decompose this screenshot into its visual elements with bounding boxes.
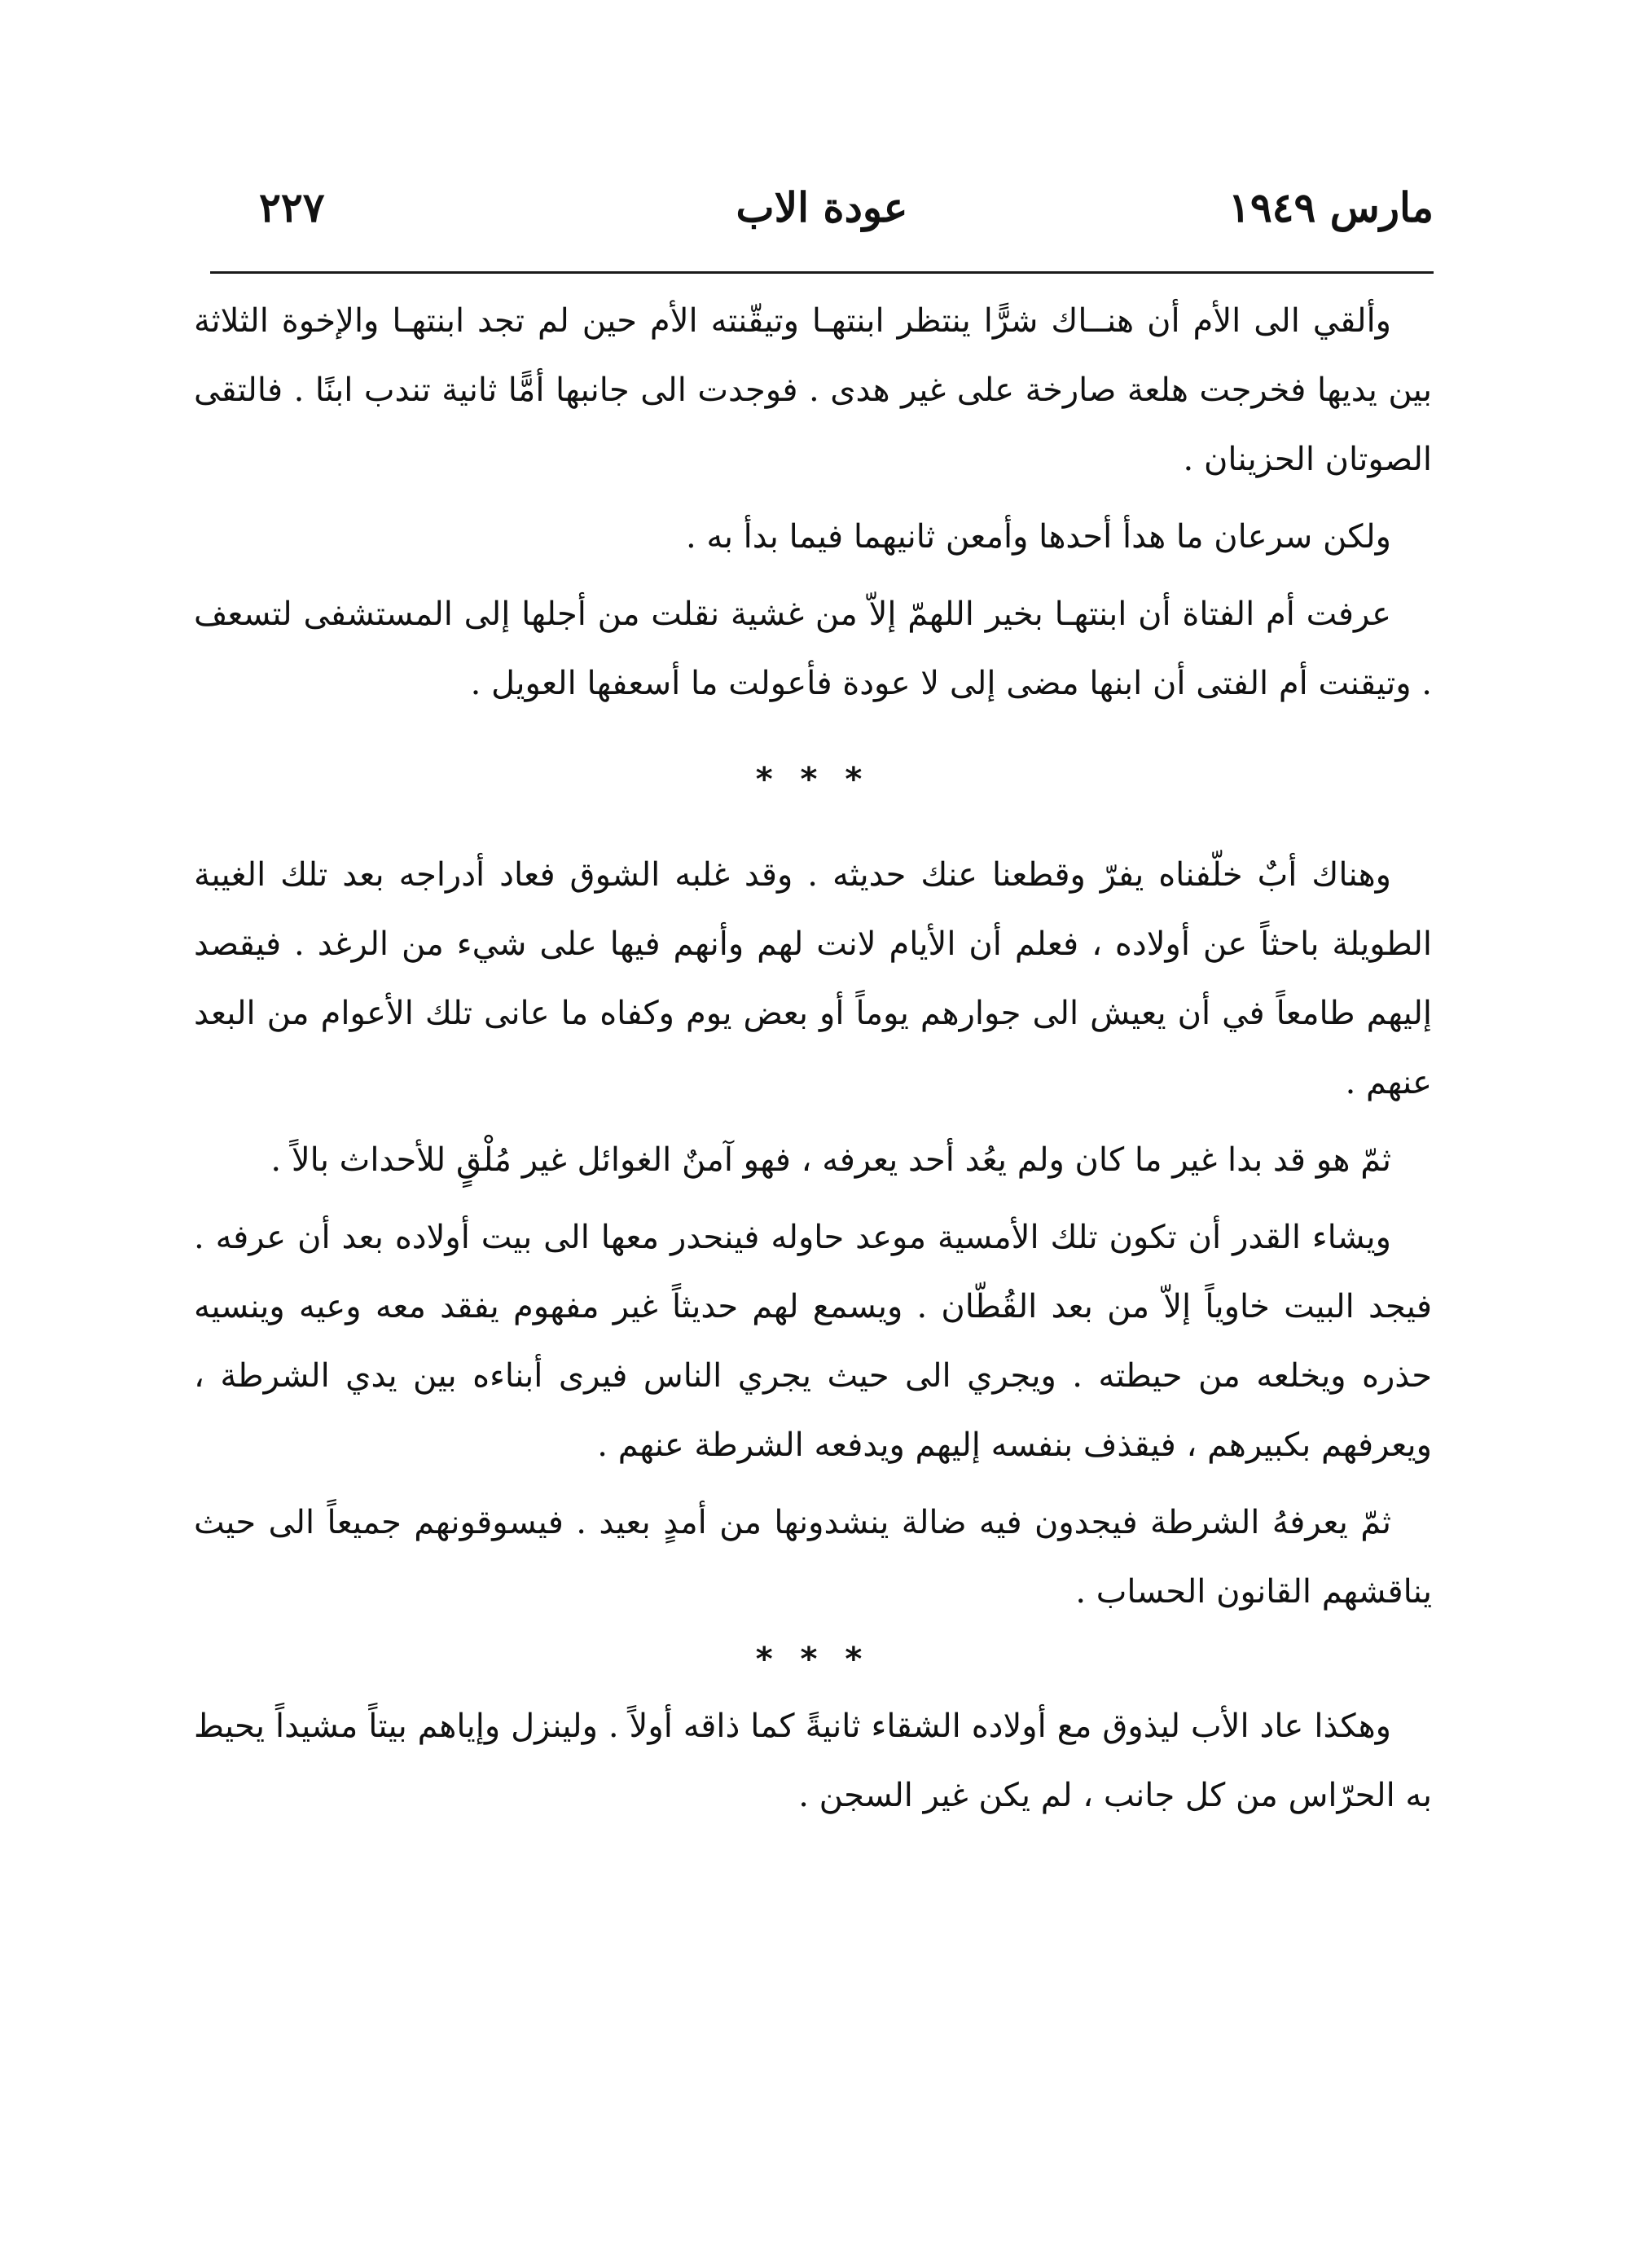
running-head xyxy=(210,171,1434,244)
paragraph: وهناك أبٌ خلّفناه يفرّ وقطعنا عنك حديثه . وقد غلبه الشوق فعاد أدراجه بعد تلك الغيبة الطويلة باحثاً عن أولاده ، فعلم أن الأيام لانت لهم وأنهم فيها على شيء من الرغد . فيقصد إليهم طامعاً في أن يعيش الى جوارهم يوماً أو بعض يوم وكفاه ما عانى تلك الأعوام من البعد عنهم . xyxy=(194,856,1433,1101)
paragraph: ثمّ هو قد بدا غير ما كان ولم يعُد أحد يعرفه ، فهو آمنٌ الغوائل غير مُلْقٍ للأحداث بالاً . xyxy=(270,1141,1391,1179)
paragraph: ويشاء القدر أن تكون تلك الأمسية موعد حاوله فينحدر معها الى بيت أولاده بعد أن عرفه . فيجد البيت خاوياً إلاّ من بعد القُطّان . ويسمع لهم حديثاً غير مفهوم يفقد معه وعيه وينسيه حذره ويخلعه من حيطته . ويجري الى حيث يجري الناس فيرى أبناءه بين يدي الشرطة ، ويعرفهم بكبيرهم ، فيقذف بنفسه إليهم ويدفعه الشرطة عنهم . xyxy=(194,1219,1432,1464)
paragraph: وألقي الى الأم أن هنــاك شرًّا ينتظر ابنتهـا وتيقّنته الأم حين لم تجد ابنتهـا والإخوة الثلاثة بين يديها فخرجت هلعة صارخة على غير هدى . فوجدت الى جانبها أمًّا ثانية تندب ابنًا . فالتقى الصوتان الحزينان . xyxy=(194,302,1432,478)
paragraph: عرفت أم الفتاة أن ابنتهـا بخير اللهمّ إلاّ من غشية نقلت من أجلها إلى المستشفى لتسعف . وتيقنت أم الفتى أن ابنها مضى إلى لا عودة فأعولت ما أسعفها العويل . xyxy=(194,596,1432,702)
body-text xyxy=(194,287,1432,1831)
paragraph: وهكذا عاد الأب ليذوق مع أولاده الشقاء ثانيةً كما ذاقه أولاً . ولينزل وإياهم بيتاً مشيداً يحيط به الحرّاس من كل جانب ، لم يكن غير السجن . xyxy=(194,1708,1432,1814)
page-number: ٢٢٧ xyxy=(259,183,325,231)
paragraph: ولكن سرعان ما هدأ أحدها وأمعن ثانيهما فيما بدأ به . xyxy=(685,518,1391,556)
header-rule xyxy=(210,271,1434,274)
chapter-title: عودة الاب xyxy=(736,183,908,231)
section-separator: * * * xyxy=(755,761,871,798)
section-separator: * * * xyxy=(755,1641,871,1678)
header-date: مارس ١٩٤٩ xyxy=(1228,183,1434,231)
paragraph: ثمّ يعرفهُ الشرطة فيجدون فيه ضالة ينشدونها من أمدٍ بعيد . فيسوقونهم جميعاً الى حيث يناقشهم القانون الحساب . xyxy=(194,1504,1432,1611)
